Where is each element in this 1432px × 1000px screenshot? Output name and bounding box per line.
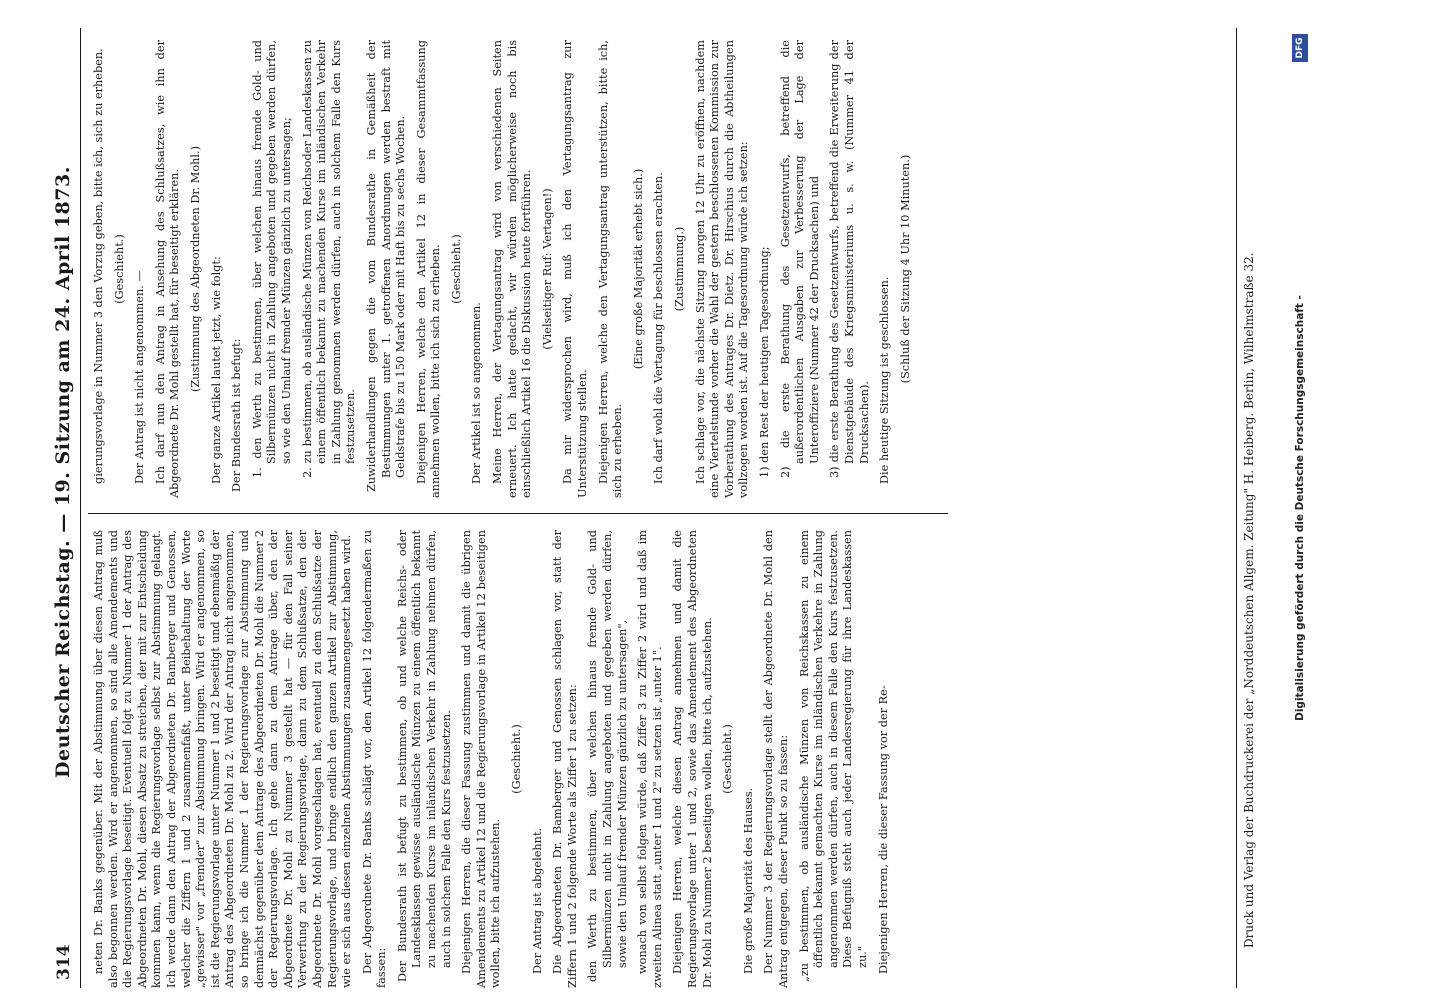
- paragraph: wonach von selbst folgen würde, daß Ziffer 3 zu Ziffer 2 wird und daß im zweiten Alinea statt „unter 1 und 2" zu setzen ist „unter 1".: [636, 530, 664, 988]
- paragraph: Der ganze Artikel lautet jetzt, wie folgt:: [209, 256, 223, 484]
- footer-rule: [1236, 28, 1237, 988]
- dfg-logo: DFG: [1292, 34, 1308, 62]
- paragraph: Diejenigen Herren, die dieser Fassung vor der Re-: [876, 685, 890, 974]
- right-column: [92, 40, 919, 498]
- stage-direction: (Geschieht.): [510, 724, 524, 794]
- paragraph: Ich darf wohl die Vertagung für beschlossen erachten.: [652, 172, 666, 484]
- paragraph: 1) den Rest der heutigen Tagesordnung;: [757, 246, 771, 478]
- paragraph: Die Abgeordneten Dr. Bamberger und Genossen schlagen vor, statt der Ziffern 1 und 2 folgende Worte als Ziffer 1 zu setzen:: [551, 530, 579, 988]
- header-rule: [80, 28, 81, 988]
- paragraph: Der Bundesrath ist befugt zu bestimmen, ob und welche Reichs- oder Landesklassen gewisse ausländische Münzen zu einem öffentlich bekannt zu machenden Kurse im inländischen Verkehr in Zahlung nehmen dürfen, auch in solchem Falle den Kurs festzusetzen.: [395, 530, 453, 982]
- paragraph: Der Artikel ist so angenommen.: [470, 302, 484, 484]
- stage-direction: (Zustimmung des Abgeordneten Dr. Mohl.): [188, 145, 202, 393]
- page-header: [48, 28, 82, 988]
- paragraph: Ich darf nun den Antrag in Ansehung des Schlußsatzes, wie ihn der Abgeordnete Dr. Mohl gestellt hat, für beseitigt erklären.: [153, 40, 182, 498]
- paragraph: Die große Majorität des Hauses.: [741, 787, 755, 974]
- paragraph: Der Nummer 3 der Regierungsvorlage stellt der Abgeordnete Dr. Mohl den Antrag entgegen, dieser Punkt so zu fassen:: [762, 530, 790, 988]
- paragraph: 2. zu bestimmen, ob ausländische Münzen von Reichsoder Landeskassen zu einem öffentlich bekannt zu machenden Kurse im inländischen Verkehr in Zahlung genommen werden dürfen, auch in solchem Falle den Kurs festzusetzen.: [300, 40, 358, 478]
- paragraph: 1. den Werth zu bestimmen, über welchen hinaus fremde Gold- und Silbermünzen nicht in Zahlung angeboten und gegeben werden dürfen, so wie den Umlauf fremder Münzen gänzlich zu untersagen;: [250, 40, 293, 478]
- stage-direction: (Geschieht.): [721, 724, 735, 794]
- paragraph: Diejenigen Herren, welche den Vertagungsantrag unterstützen, bitte ich, sich zu erheben.: [596, 40, 625, 498]
- paragraph: „zu bestimmen, ob ausländische Münzen von Reichskassen zu einem öffentlich bekannt gemachten Kurse im inländischen Verkehre in Zahlung angenommen werden dürfen, auch in diesem Falle den Kurs festzusetzen. Diese Befugniß steht auch jeder Landesregierung für ihre Landeskassen zu.": [797, 530, 869, 982]
- stage-direction: (Geschieht.): [449, 234, 463, 304]
- imprint-footer: Druck und Verlag der Buchdruckerei der „Norddeutschen Allgem. Zeitung" H. Heiberg. Berlin, Wilhelmstraße 32.: [1242, 252, 1256, 948]
- page-number: 314: [54, 944, 74, 980]
- paragraph: 3) die erste Berathung des Gesetzentwurfs, betreffend die Erweiterung der Dienstgebäude des Kriegsministeriums u. s. w. (Nummer 41 der Drucksachen).: [828, 40, 871, 478]
- column-divider: [88, 513, 948, 514]
- paragraph: Da mir widersprochen wird, muß ich den Vertagungsantrag zur Unterstützung stellen.: [561, 40, 590, 498]
- paragraph: Diejenigen Herren, die dieser Fassung zustimmen und damit die übrigen Amendements zu Artikel 12 und die Regierungsvorlage in Artikel 12 beseitigen wollen, bitte ich aufzustehen.: [460, 530, 503, 988]
- paragraph: Der Antrag ist abgelehnt.: [530, 827, 544, 974]
- paragraph: Meine Herren, der Vertagungsantrag wird von verschiedenen Seiten erneuert. Ich hatte gedacht, wir würden möglicherweise noch bis einschließlich Artikel 16 die Diskussion heute fortführen.: [491, 40, 534, 498]
- paragraph: Ich schlage vor, die nächste Sitzung morgen 12 Uhr zu eröffnen, nachdem eine Viertelstunde vorher die Wahl der gestern beschlossenen Kommission zur Vorberathung des Antrages Dr. Dietz. Dr. Hirschius durch die Abtheilungen vollzogen worden ist. Auf die Tagesordnung würde ich setzen:: [693, 40, 751, 498]
- stage-direction: (Geschieht.): [112, 234, 126, 304]
- stage-direction: (Vielseitiger Ruf: Vertagen!): [540, 188, 554, 350]
- stage-direction: (Zustimmung.): [673, 226, 686, 312]
- stage-direction: (Schluß der Sitzung 4 Uhr 10 Minuten.): [898, 154, 912, 384]
- left-column: [92, 530, 897, 988]
- digitization-note: Digitalisierung gefördert durch die Deutsche Forschungsgemeinschaft -: [1294, 295, 1306, 721]
- scanned-page: [48, 28, 1320, 988]
- paragraph: Die heutige Sitzung ist geschlossen.: [878, 276, 892, 484]
- paragraph: den Werth zu bestimmen, über welchen hinaus fremde Gold- und Silbermünzen nicht in Zahlung angeboten und gegeben werden dürfen, sowie den Umlauf fremder Münzen gänzlich zu untersagen",: [586, 530, 629, 982]
- paragraph: Der Antrag ist nicht angenommen. —: [133, 270, 147, 484]
- stage-direction: (Eine große Majorität erhebt sich.): [631, 168, 645, 370]
- paragraph: neten Dr. Banks gegenüber. Mit der Abstimmung über diesen Antrag muß also begonnen werden. Wird er angenommen, so sind alle Amendements und die Regierungsvorlage beseitigt. Eventuell folgt zu Nummer 1 der Antrag des Abgeordneten Dr. Mohl, diesen Absatz zu streichen, der mit zur Entscheidung kommen kann, wenn die Regierungsvorlage selbst zur Abstimmung gelangt. Ich werde dann den Antrag der Abgeordneten Dr. Bamberger und Genossen, welcher die Ziffern 1 und 2 zusammenfaßt, unter Beibehaltung der Worte „gewisser" vor „fremder" zur Abstimmung bringen. Wird er angenommen, so ist die Regierungsvorlage unter Nummer 1 und 2 beseitigt und ebenmäßig der Antrag des Abgeordneten Dr. Mohl zu 2. Wird der Antrag nicht angenommen, so bringe ich die Nummer 1 der Regierungsvorlage zur Abstimmung und demnächst gegenüber dem Antrage des Abgeordneten Dr. Mohl die Nummer 2 der Regierungsvorlage. Ich gehe dann zu dem Antrage über, den der Abgeordnete Dr. Mohl zu Nummer 3 gestellt hat — für den Fall seiner Verwerfung zu der Regierungsvorlage, dann zu dem Schlußsatze, den der Abgeordnete Dr. Mohl vorgeschlagen hat, eventuell zu dem Schlußsatze der Regierungsvorlage, und bringe endlich den ganzen Artikel zur Abstimmung, wie er sich aus diesen einzelnen Abstimmungen zusammengesetzt haben wird.: [92, 530, 354, 988]
- paragraph: Zuwiderhandlungen gegen die vom Bundesrathe in Gemäßheit der Bestimmungen unter 1. getroffenen Anordnungen werden bestraft mit Geldstrafe bis zu 150 Mark oder mit Haft bis zu sechs Wochen.: [364, 40, 408, 492]
- running-head: Deutscher Reichstag. — 19. Sitzung am 24. April 1873.: [52, 166, 74, 778]
- paragraph: Der Bundesrath ist befugt:: [230, 338, 244, 492]
- paragraph: gierungsvorlage in Nummer 3 den Vorzug geben, bitte ich, sich zu erheben.: [92, 48, 105, 484]
- paragraph: Diejenigen Herren, welche den Artikel 12 in dieser Gesammtfassung annehmen wollen, bitte ich sich zu erheben.: [414, 40, 443, 498]
- paragraph: 2) die erste Berathung des Gesetzentwurfs, betreffend die außerordentlichen Ausgaben zur Verbesserung der Lage der Unteroffiziere (Nummer 42 der Drucksachen) und: [778, 40, 821, 478]
- paragraph: Diejenigen Herren, welche diesen Antrag annehmen und damit die Regierungsvorlage unter 1 und 2, sowie das Amendement des Abgeordneten Dr. Mohl zu Nummer 2 beseitigen wollen, bitte ich, aufzustehen.: [671, 530, 714, 988]
- paragraph: Der Abgeordnete Dr. Banks schlägt vor, den Artikel 12 folgendermaßen zu fassen:: [360, 530, 389, 988]
